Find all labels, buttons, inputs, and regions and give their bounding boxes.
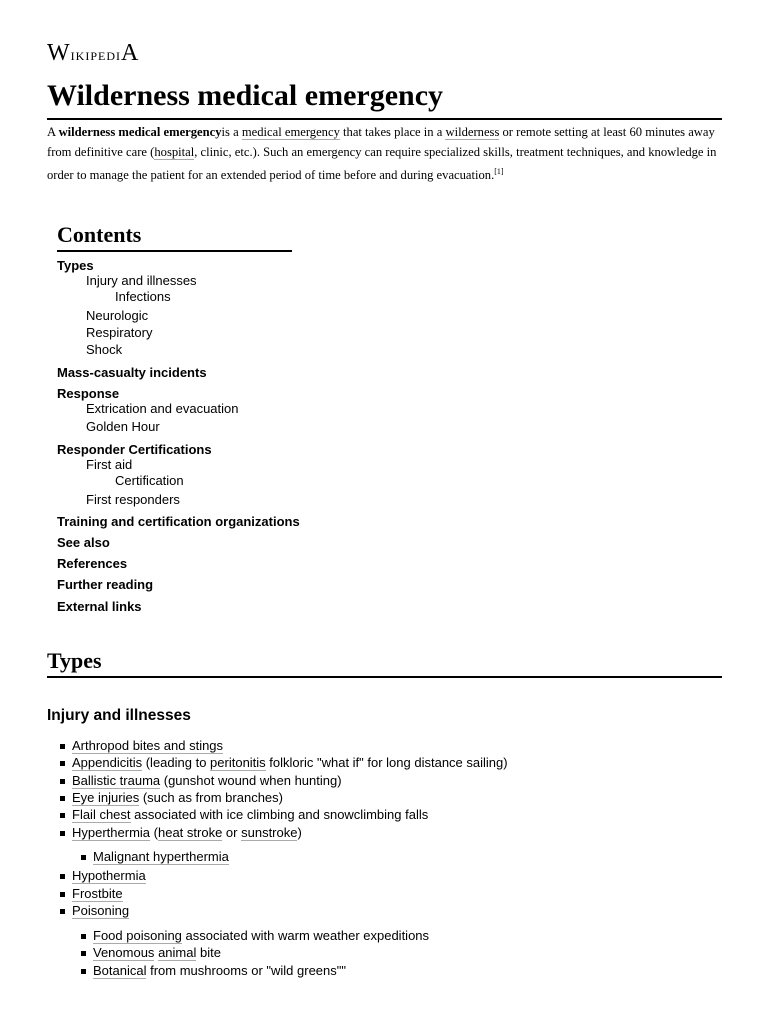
toc-item-infections[interactable]: Infections (115, 289, 171, 304)
toc-item-extrication-and-evacuation[interactable]: Extrication and evacuation (86, 401, 239, 416)
list-item-text: bite (196, 945, 221, 960)
list-item (93, 928, 429, 944)
toc-item-response[interactable]: Response (57, 386, 120, 401)
wikipedia-wordmark[interactable] (47, 40, 139, 67)
toc-item-references[interactable]: References (57, 556, 128, 571)
toc-item-first-aid[interactable]: First aid (86, 457, 133, 472)
toc-item-injury-and-illnesses[interactable]: Injury and illnesses (86, 273, 197, 288)
intro-text: or remote setting at least 60 minutes away from definitive care ( (47, 125, 715, 159)
list-item (72, 755, 508, 771)
toc-item-shock[interactable]: Shock (86, 342, 123, 357)
link-appendicitis[interactable]: Appendicitis (72, 755, 143, 770)
toc-item-neurologic[interactable]: Neurologic (86, 308, 149, 323)
list-item (93, 849, 229, 865)
toc-item-first-responders[interactable]: First responders (86, 492, 180, 507)
link-hyperthermia[interactable]: Hyperthermia (72, 825, 151, 840)
link-wilderness[interactable]: wilderness (445, 125, 500, 139)
list-item (93, 963, 346, 979)
wordmark-letter: W (47, 40, 71, 66)
link-flail-chest[interactable]: Flail chest (72, 807, 131, 822)
link-eye-injuries[interactable]: Eye injuries (72, 790, 140, 805)
link-malignant-hyperthermia[interactable]: Malignant hyperthermia (93, 849, 229, 864)
list-item (72, 886, 123, 902)
toc-title: Contents (57, 220, 292, 252)
link-botanical[interactable]: Botanical (93, 963, 147, 978)
toc-item-types[interactable]: Types (57, 258, 94, 273)
toc-item-responder-certifications[interactable]: Responder Certifications (57, 442, 212, 457)
toc-item-further-reading[interactable]: Further reading (57, 577, 154, 592)
list-item-text: (such as from branches) (139, 790, 283, 805)
link-heat-stroke[interactable]: heat stroke (157, 825, 223, 840)
link-arthropod-bites[interactable]: Arthropod bites and stings (72, 738, 224, 753)
list-item-text: ) (297, 825, 302, 840)
reference-link[interactable]: [1] (494, 167, 504, 176)
list-item-text: or (222, 825, 242, 840)
toc-item-mass-casualty-incidents[interactable]: Mass-casualty incidents (57, 365, 207, 380)
list-item (72, 903, 129, 919)
link-medical-emergency[interactable]: medical emergency (241, 125, 340, 139)
intro-text: that takes place in a (339, 125, 446, 139)
section-title-types: Types (47, 646, 722, 678)
link-peritonitis[interactable]: peritonitis (210, 755, 266, 770)
intro-term: wilderness medical emergency (58, 125, 222, 139)
list-item (72, 868, 146, 884)
intro-text: , clinic, etc.). Such an emergency can require specialized skills, treatment techniques, and knowledge in order to manage the patient for an extended period of time before and during evacuation. (47, 144, 717, 182)
link-venomous[interactable]: Venomous (93, 945, 155, 960)
link-animal[interactable]: animal (158, 945, 197, 960)
page-title: Wilderness medical emergency (47, 74, 722, 120)
toc-item-respiratory[interactable]: Respiratory (86, 325, 153, 340)
list-item (72, 773, 342, 789)
wordmark-text: ikipedi (70, 45, 121, 64)
list-item-text: (gunshot wound when hunting) (160, 773, 342, 788)
wordmark-letter: A (120, 40, 140, 66)
link-ballistic-trauma[interactable]: Ballistic trauma (72, 773, 161, 788)
list-item-text: ( (150, 825, 158, 840)
link-sunstroke[interactable]: sunstroke (241, 825, 298, 840)
toc-item-see-also[interactable]: See also (57, 535, 110, 550)
toc-item-golden-hour[interactable]: Golden Hour (86, 419, 160, 434)
list-item-text: folkloric "what if" for long distance sailing) (265, 755, 508, 770)
list-item (72, 825, 302, 841)
link-frostbite[interactable]: Frostbite (72, 886, 123, 901)
toc-item-external-links[interactable]: External links (57, 599, 142, 614)
toc-item-certification[interactable]: Certification (115, 473, 184, 488)
subsection-title-injury-and-illnesses: Injury and illnesses (47, 707, 191, 724)
link-poisoning[interactable]: Poisoning (72, 903, 130, 918)
toc-item-training-and-certification-organizations[interactable]: Training and certification organizations (57, 514, 300, 529)
table-of-contents (57, 220, 300, 614)
link-hospital[interactable]: hospital (154, 144, 195, 159)
list-item (72, 807, 428, 823)
link-hypothermia[interactable]: Hypothermia (72, 868, 146, 883)
list-item-text: associated with warm weather expeditions (181, 928, 430, 943)
list-item-text: (leading to (142, 755, 211, 770)
list-item (72, 790, 283, 806)
intro-paragraph (47, 123, 723, 186)
list-item (93, 945, 221, 961)
intro-text: is a (221, 125, 242, 139)
intro-text: A (47, 125, 59, 139)
list-item-text: associated with ice climbing and snowclimbing falls (130, 807, 429, 822)
list-item (72, 738, 223, 754)
link-food-poisoning[interactable]: Food poisoning (93, 928, 182, 943)
list-item-text: from mushrooms or "wild greens"" (146, 963, 346, 978)
